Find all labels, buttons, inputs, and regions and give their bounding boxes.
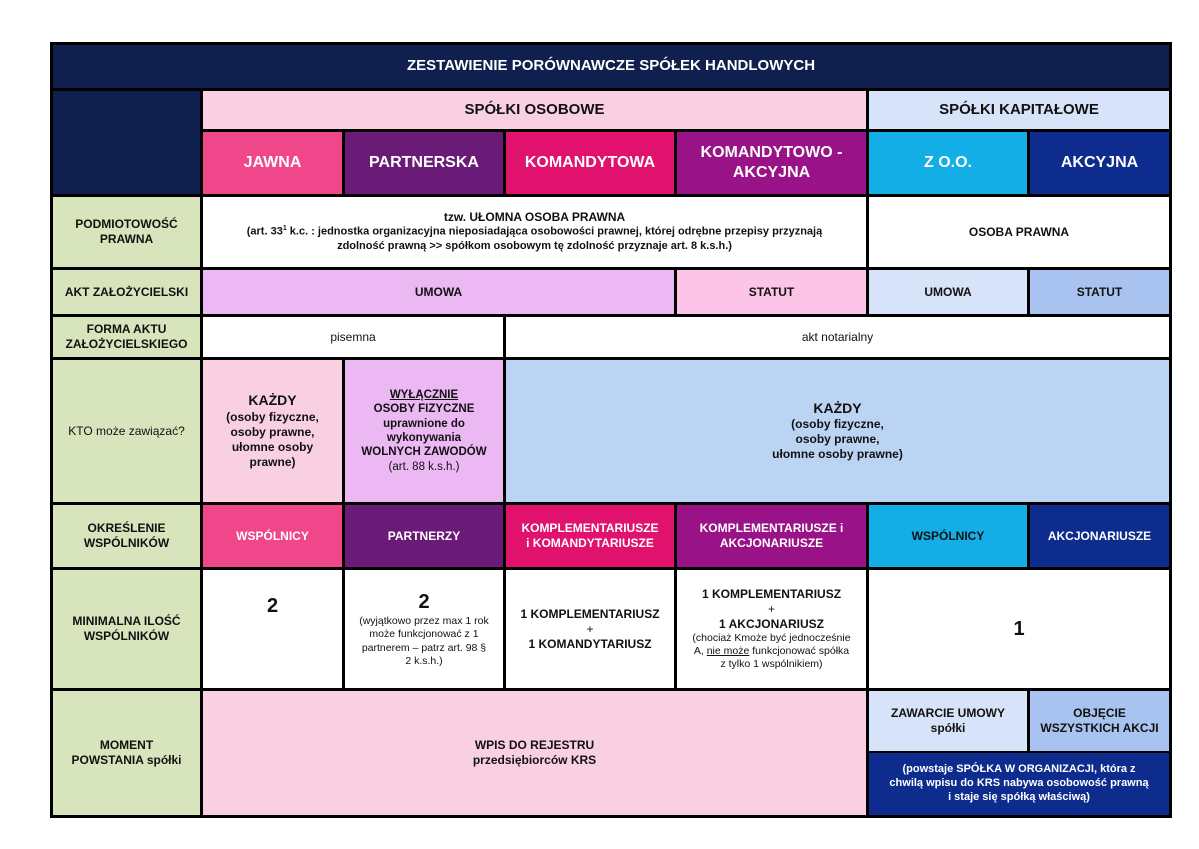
kto-jawna-line4: prawne) [249,454,296,469]
type-header-zoo: Z O.O. [869,132,1027,194]
minimalna-komandytowa [506,570,674,688]
okreslenie-jawna: WSPÓLNICY [203,505,342,567]
corner-cell [53,91,200,194]
minimalna-komandytowa-line1: 1 KOMPLEMENTARIUSZ [520,606,660,621]
kto-jawna-line2: osoby prawne, [230,424,315,439]
type-header-komandytowa: KOMANDYTOWA [506,132,674,194]
podmiotowosc-osobowe-line2: (art. $33^1$ k.c. : jednostka organizacyjna nieposiadająca osobowości prawnej, której odrębne przepisy przyznają [246,225,823,239]
minimalna-jawna [203,570,342,688]
moment-osobowe [203,691,866,815]
okreslenie-komandytowa [506,505,674,567]
okreslenie-ska-line2: AKCJONARIUSZE [719,536,824,550]
okreslenie-komandytowa-line1: KOMPLEMENTARIUSZE [521,521,659,535]
okreslenie-komandytowa-line2: i KOMANDYTARIUSZE [526,536,654,550]
kto-partnerska-head: WYŁĄCZNIE [389,388,459,401]
group-header-osobowe: SPÓŁKI OSOBOWE [203,91,866,129]
moment-kapitalowe-note [869,753,1169,815]
kto-partnerska [345,360,503,502]
row-label-minimalna-line2: WSPÓLNIKÓW [83,629,170,643]
moment-akcyjna [1030,691,1169,751]
moment-osobowe-line1: WPIS DO REJESTRU [474,738,595,752]
type-header-ska-line2: AKCYJNA [732,164,811,181]
okreslenie-ska [677,505,866,567]
minimalna-ska-note3: z tylko 1 wspólnikiem) [720,658,823,671]
row-label-forma-line2: ZAŁOŻYCIELSKIEGO [65,337,188,351]
minimalna-komandytowa-line2: 1 KOMANDYTARIUSZ [528,636,652,651]
minimalna-partnerska-note4: 2 k.s.h.) [405,654,443,667]
okreslenie-partnerska: PARTNERZY [345,505,503,567]
akt-osobowe-umowa: UMOWA [203,270,674,314]
podmiotowosc-osobowe-line1: tzw. UŁOMNA OSOBA PRAWNA [443,210,626,225]
kto-partnerska-line3: wykonywania [386,432,462,444]
akt-ska-statut: STATUT [677,270,866,314]
minimalna-ska-line1: 1 KOMPLEMENTARIUSZ [701,586,842,601]
moment-zoo-line1: ZAWARCIE UMOWY [891,706,1005,720]
row-label-forma-line1: FORMA AKTU [86,322,167,336]
minimalna-ska-note2: A, nie może funkcjonować spółka [693,644,850,657]
minimalna-partnerska-note1: (wyjątkowo przez max 1 rok [359,615,489,628]
minimalna-kapitalowe-value: 1 [1013,617,1025,640]
akt-zoo-umowa: UMOWA [869,270,1027,314]
kto-partnerska-line2: uprawnione do [383,417,465,430]
okreslenie-zoo: WSPÓLNICY [869,505,1027,567]
row-label-moment-line2: POWSTANIA spółki [71,753,182,767]
row-label-forma [53,317,200,357]
table-title: ZESTAWIENIE PORÓWNAWCZE SPÓŁEK HANDLOWYCH [53,45,1169,88]
row-label-akt: AKT ZAŁOŻYCIELSKI [53,270,200,314]
kto-jawna [203,360,342,502]
kto-partnerska-line5: (art. 88 k.s.h.) [388,460,460,473]
moment-zoo [869,691,1027,751]
row-label-kto: KTO może zawiązać? [53,360,200,502]
moment-akcyjna-line1: OBJĘCIE [1073,706,1126,720]
type-header-jawna: JAWNA [203,132,342,194]
row-label-moment [53,691,200,815]
minimalna-kapitalowe [869,570,1169,688]
moment-zoo-line2: spółki [930,721,966,735]
forma-notarialny: akt notarialny [506,317,1169,357]
forma-pisemna: pisemna [203,317,503,357]
okreslenie-ska-line1: KOMPLEMENTARIUSZE i [699,521,844,535]
minimalna-ska-note1: (chociaż Kmoże być jednocześnie [692,631,851,644]
kto-pozostale-head: KAŻDY [813,399,862,416]
moment-note-line1: (powstaje SPÓŁKA W ORGANIZACJI, która z [902,763,1136,776]
minimalna-jawna-value: 2 [266,595,279,617]
podmiotowosc-osobowe [203,197,866,267]
moment-osobowe-line2: przedsiębiorców KRS [472,753,597,767]
moment-note-line3: i staje się spółką właściwą) [948,790,1090,803]
row-label-podmiotowosc-line1: PODMIOTOWOŚĆ [75,217,178,231]
minimalna-komandytowa-plus: + [586,621,594,636]
row-label-minimalna [53,570,200,688]
kto-pozostale [506,360,1169,502]
kto-jawna-head: KAŻDY [248,392,297,409]
row-label-podmiotowosc-line2: PRAWNA [99,232,154,246]
row-label-minimalna-line1: MINIMALNA ILOŚĆ [72,614,181,628]
group-header-kapitalowe: SPÓŁKI KAPITAŁOWE [869,91,1169,129]
kto-pozostale-line1: (osoby fizyczne, [791,417,884,432]
kto-pozostale-line3: ułomne osoby prawne) [772,447,903,462]
kto-jawna-line3: ułomne osoby [231,439,314,454]
moment-akcyjna-line2: WSZYSTKICH AKCJI [1040,721,1159,735]
kto-partnerska-line1: OSOBY FIZYCZNE [373,403,475,416]
row-label-okreslenie-line2: WSPÓLNIKÓW [83,536,170,550]
type-header-partnerska: PARTNERSKA [345,132,503,194]
podmiotowosc-osobowe-line3: zdolność prawną >> spółkom osobowym tę zdolność przyznaje art. 8 k.s.h.) [337,239,732,252]
row-label-okreslenie [53,505,200,567]
kto-partnerska-line4: WOLNYCH ZAWODÓW [361,446,487,459]
minimalna-partnerska [345,570,503,688]
moment-note-line2: chwilą wpisu do KRS nabywa osobowość prawną [889,777,1149,790]
minimalna-partnerska-note3: partnerem – patrz art. 98 § [361,641,487,654]
row-label-podmiotowosc [53,197,200,267]
minimalna-ska [677,570,866,688]
type-header-ska-line1: KOMANDYTOWO - [700,144,843,161]
minimalna-partnerska-note2: może funkcjonować z 1 [369,628,479,641]
row-label-moment-line1: MOMENT [99,738,154,752]
minimalna-partnerska-value: 2 [418,591,430,614]
akt-akcyjna-statut: STATUT [1030,270,1169,314]
minimalna-ska-plus: + [767,601,775,616]
podmiotowosc-kapitalowe: OSOBA PRAWNA [869,197,1169,267]
kto-pozostale-line2: osoby prawne, [795,432,880,447]
okreslenie-akcyjna: AKCJONARIUSZE [1030,505,1169,567]
minimalna-ska-line2: 1 AKCJONARIUSZ [719,616,824,631]
kto-jawna-line1: (osoby fizyczne, [226,409,319,424]
row-label-okreslenie-line1: OKREŚLENIE [87,521,166,535]
type-header-akcyjna: AKCYJNA [1030,132,1169,194]
type-header-komandytowo-akcyjna [677,132,866,194]
